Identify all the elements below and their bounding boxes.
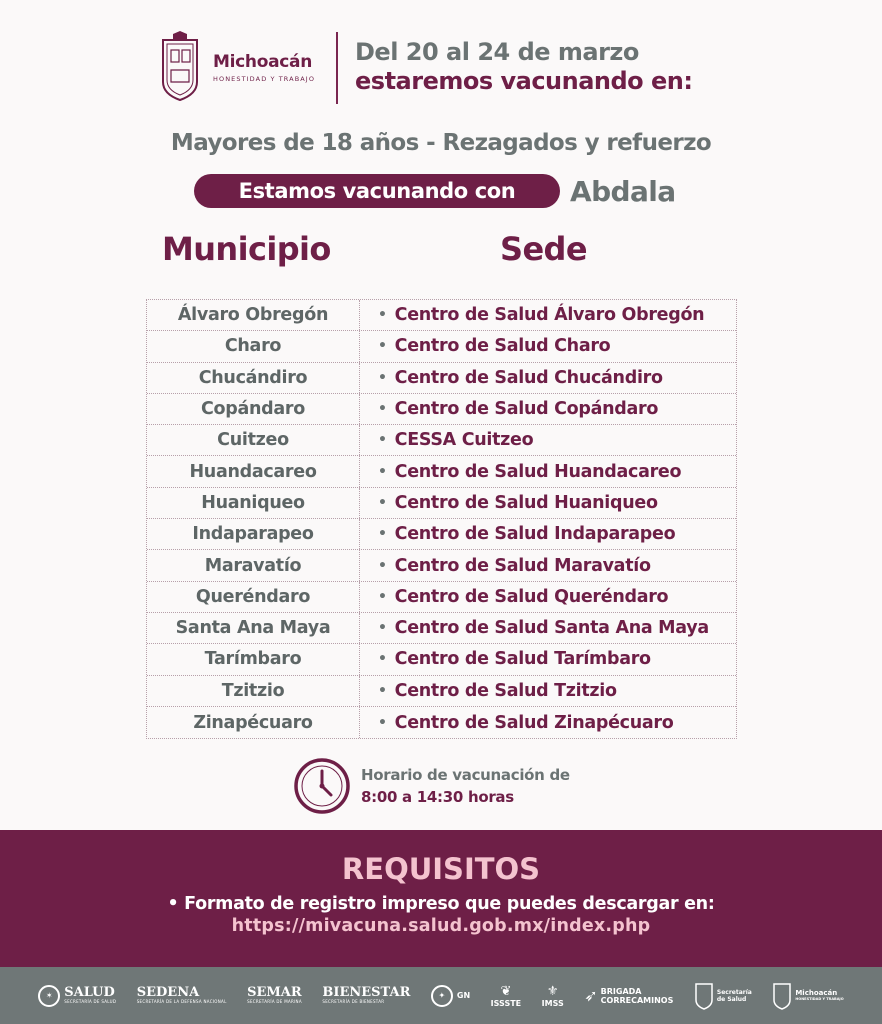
bullet-icon: •	[378, 369, 387, 386]
sede-cell	[360, 331, 736, 361]
table-row	[147, 644, 736, 675]
municipio-cell: Cuitzeo	[147, 425, 360, 455]
municipio-cell: Copándaro	[147, 394, 360, 424]
requirements-item: • Formato de registro impreso que puedes descargar en:	[167, 894, 715, 914]
table-row	[147, 363, 736, 394]
municipio-cell: Zinapécuaro	[147, 707, 360, 738]
issste-logo	[491, 984, 521, 1008]
footer-logos	[0, 967, 882, 1024]
brigada-text-1: BRIGADA	[600, 986, 642, 996]
bienestar-logo	[322, 986, 410, 1005]
sede-cell	[360, 425, 736, 455]
secretaria-salud-logo	[694, 982, 752, 1010]
sede-name: Centro de Salud Santa Ana Maya	[394, 618, 709, 639]
requirements-panel	[0, 830, 882, 967]
brigada-text-2: CORRECAMINOS	[600, 995, 674, 1005]
municipio-cell: Chucándiro	[147, 363, 360, 393]
ss-text-1: Secretaría	[716, 988, 752, 996]
date-line: Del 20 al 24 de marzo	[355, 38, 639, 66]
date-block	[355, 38, 692, 96]
sede-name: Centro de Salud Indaparapeo	[394, 524, 676, 545]
michoacan-footer-logo	[772, 982, 843, 1010]
imss-logo	[542, 984, 564, 1008]
sede-cell	[360, 582, 736, 612]
issste-eagle-icon: ❦	[500, 983, 512, 999]
municipio-cell: Santa Ana Maya	[147, 613, 360, 643]
sede-cell	[360, 363, 736, 393]
table-row	[147, 519, 736, 550]
table-row	[147, 550, 736, 581]
sede-name: Centro de Salud Chucándiro	[394, 367, 663, 388]
bienestar-text: BIENESTAR	[322, 985, 411, 1000]
table-row	[147, 425, 736, 456]
registration-link[interactable]: https://mivacuna.salud.gob.mx/index.php	[231, 916, 651, 936]
sede-name: Centro de Salud Huandacareo	[394, 461, 682, 482]
sede-cell	[360, 519, 736, 549]
table-row	[147, 394, 736, 425]
sedena-subtext: SECRETARÍA DE LA DEFENSA NACIONAL	[136, 999, 227, 1004]
municipio-cell: Queréndaro	[147, 582, 360, 612]
bullet-icon: •	[378, 682, 387, 699]
bullet-icon: •	[378, 463, 387, 480]
michoacan-shield-icon	[155, 30, 205, 102]
mich-subtext: HONESTIDAD Y TRABAJO	[795, 997, 844, 1001]
header-divider	[336, 32, 338, 104]
sede-name: Centro de Salud Huaniqueo	[394, 492, 658, 513]
sede-cell	[360, 644, 736, 674]
sites-table	[146, 299, 737, 739]
table-row	[147, 582, 736, 613]
shield-icon	[694, 982, 714, 1010]
table-row	[147, 613, 736, 644]
semar-subtext: SECRETARÍA DE MARINA	[247, 999, 302, 1004]
salud-logo	[38, 985, 116, 1007]
sede-cell	[360, 456, 736, 486]
bullet-icon: •	[378, 526, 387, 543]
brand-tagline: HONESTIDAD Y TRABAJO	[213, 75, 316, 83]
sede-cell	[360, 676, 736, 706]
imss-eagle-icon: ⚜	[546, 983, 559, 999]
table-row	[147, 300, 736, 331]
gn-seal-icon: ✦	[431, 985, 453, 1007]
mexico-seal-icon: ✶	[38, 985, 60, 1007]
sede-name: Centro de Salud Álvaro Obregón	[394, 305, 705, 326]
bullet-icon: •	[378, 588, 387, 605]
requirements-title: REQUISITOS	[341, 852, 541, 886]
column-header-municipio: Municipio	[162, 230, 331, 268]
semar-text: SEMAR	[247, 985, 302, 1000]
bullet-icon: •	[378, 557, 387, 574]
municipio-cell: Álvaro Obregón	[147, 300, 360, 330]
bullet-icon: •	[378, 620, 387, 637]
vaccine-name: Abdala	[570, 174, 676, 208]
column-header-sede: Sede	[500, 230, 587, 268]
sede-name: Centro de Salud Charo	[394, 336, 611, 357]
sede-name: Centro de Salud Zinapécuaro	[394, 712, 674, 733]
header	[155, 30, 755, 106]
vaccine-row	[194, 174, 676, 208]
sede-cell	[360, 300, 736, 330]
salud-text: SALUD	[64, 985, 115, 1000]
subtitle: Mayores de 18 años - Rezagados y refuerzo	[170, 130, 712, 156]
schedule-hours: 8:00 a 14:30 horas	[361, 788, 514, 806]
roadrunner-icon: ➶	[584, 986, 598, 1005]
municipio-cell: Indaparapeo	[147, 519, 360, 549]
sede-name: Centro de Salud Maravatío	[394, 555, 651, 576]
table-row	[147, 488, 736, 519]
sede-cell	[360, 488, 736, 518]
bienestar-subtext: SECRETARÍA DE BIENESTAR	[322, 999, 385, 1004]
clock-icon	[293, 757, 351, 815]
salud-subtext: SECRETARÍA DE SALUD	[64, 999, 117, 1004]
bullet-icon: •	[378, 432, 387, 449]
imss-text: IMSS	[541, 998, 564, 1008]
sede-cell	[360, 707, 736, 738]
municipio-cell: Huandacareo	[147, 456, 360, 486]
mich-text: Michoacán	[795, 989, 838, 997]
gn-text: GN	[456, 991, 471, 1000]
sedena-logo	[137, 986, 227, 1005]
sede-name: CESSA Cuitzeo	[394, 430, 534, 451]
issste-text: ISSSTE	[490, 998, 522, 1008]
table-row	[147, 707, 736, 738]
brand-name: Michoacán	[213, 52, 313, 72]
sede-name: Centro de Salud Copándaro	[394, 399, 659, 420]
sede-cell	[360, 394, 736, 424]
municipio-cell: Tzitzio	[147, 676, 360, 706]
municipio-cell: Charo	[147, 331, 360, 361]
bullet-icon: •	[378, 338, 387, 355]
headline: estaremos vacunando en:	[355, 67, 693, 95]
bullet-icon: •	[378, 651, 387, 668]
sedena-text: SEDENA	[136, 985, 200, 1000]
schedule-text	[361, 766, 570, 806]
table-row	[147, 676, 736, 707]
municipio-cell: Maravatío	[147, 550, 360, 580]
brand	[213, 52, 315, 83]
table-row	[147, 331, 736, 362]
vaccine-pill: Estamos vacunando con	[194, 174, 560, 208]
bullet-icon: •	[378, 714, 387, 731]
schedule-label: Horario de vacunación de	[361, 766, 570, 784]
bullet-icon: •	[378, 494, 387, 511]
sede-cell	[360, 550, 736, 580]
michoacan-shield-icon	[772, 982, 792, 1010]
semar-logo	[247, 986, 302, 1005]
sede-name: Centro de Salud Tarímbaro	[394, 649, 651, 670]
ss-text-2: de Salud	[716, 995, 747, 1003]
bullet-icon: •	[378, 401, 387, 418]
bullet-icon: •	[378, 307, 387, 324]
schedule	[293, 756, 570, 816]
gn-logo	[431, 985, 470, 1007]
municipio-cell: Tarímbaro	[147, 644, 360, 674]
municipio-cell: Huaniqueo	[147, 488, 360, 518]
sede-name: Centro de Salud Tzitzio	[394, 680, 617, 701]
brigada-logo	[584, 986, 673, 1005]
sede-cell	[360, 613, 736, 643]
sede-name: Centro de Salud Queréndaro	[394, 586, 669, 607]
table-row	[147, 456, 736, 487]
